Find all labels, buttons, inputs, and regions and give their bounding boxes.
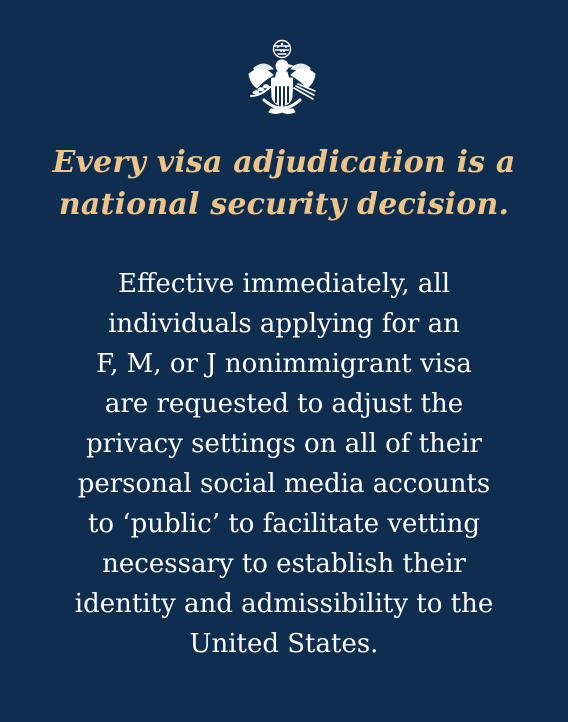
headline <box>24 142 544 226</box>
body-line-8: necessary to establish their <box>102 549 466 579</box>
body-line-9: identity and admissibility to the <box>74 589 494 619</box>
body-line-1: Effective immediately, all <box>117 269 451 299</box>
body-line-2: individuals applying for an <box>108 309 460 339</box>
body-line-6: personal social media accounts <box>77 469 491 499</box>
headline-line-2: national security decision. <box>58 187 510 222</box>
eagle-seal-icon <box>238 38 326 120</box>
announcement-body <box>18 264 550 664</box>
headline-line-1: Every visa adjudication is a <box>52 145 516 180</box>
body-line-10: United States. <box>189 629 379 659</box>
body-line-3: F, M, or J nonimmigrant visa <box>96 349 472 379</box>
body-line-4: are requested to adjust the <box>104 389 464 419</box>
body-line-7: to ‘public’ to facilitate vetting <box>87 509 481 539</box>
body-line-5: privacy settings on all of their <box>86 429 482 459</box>
